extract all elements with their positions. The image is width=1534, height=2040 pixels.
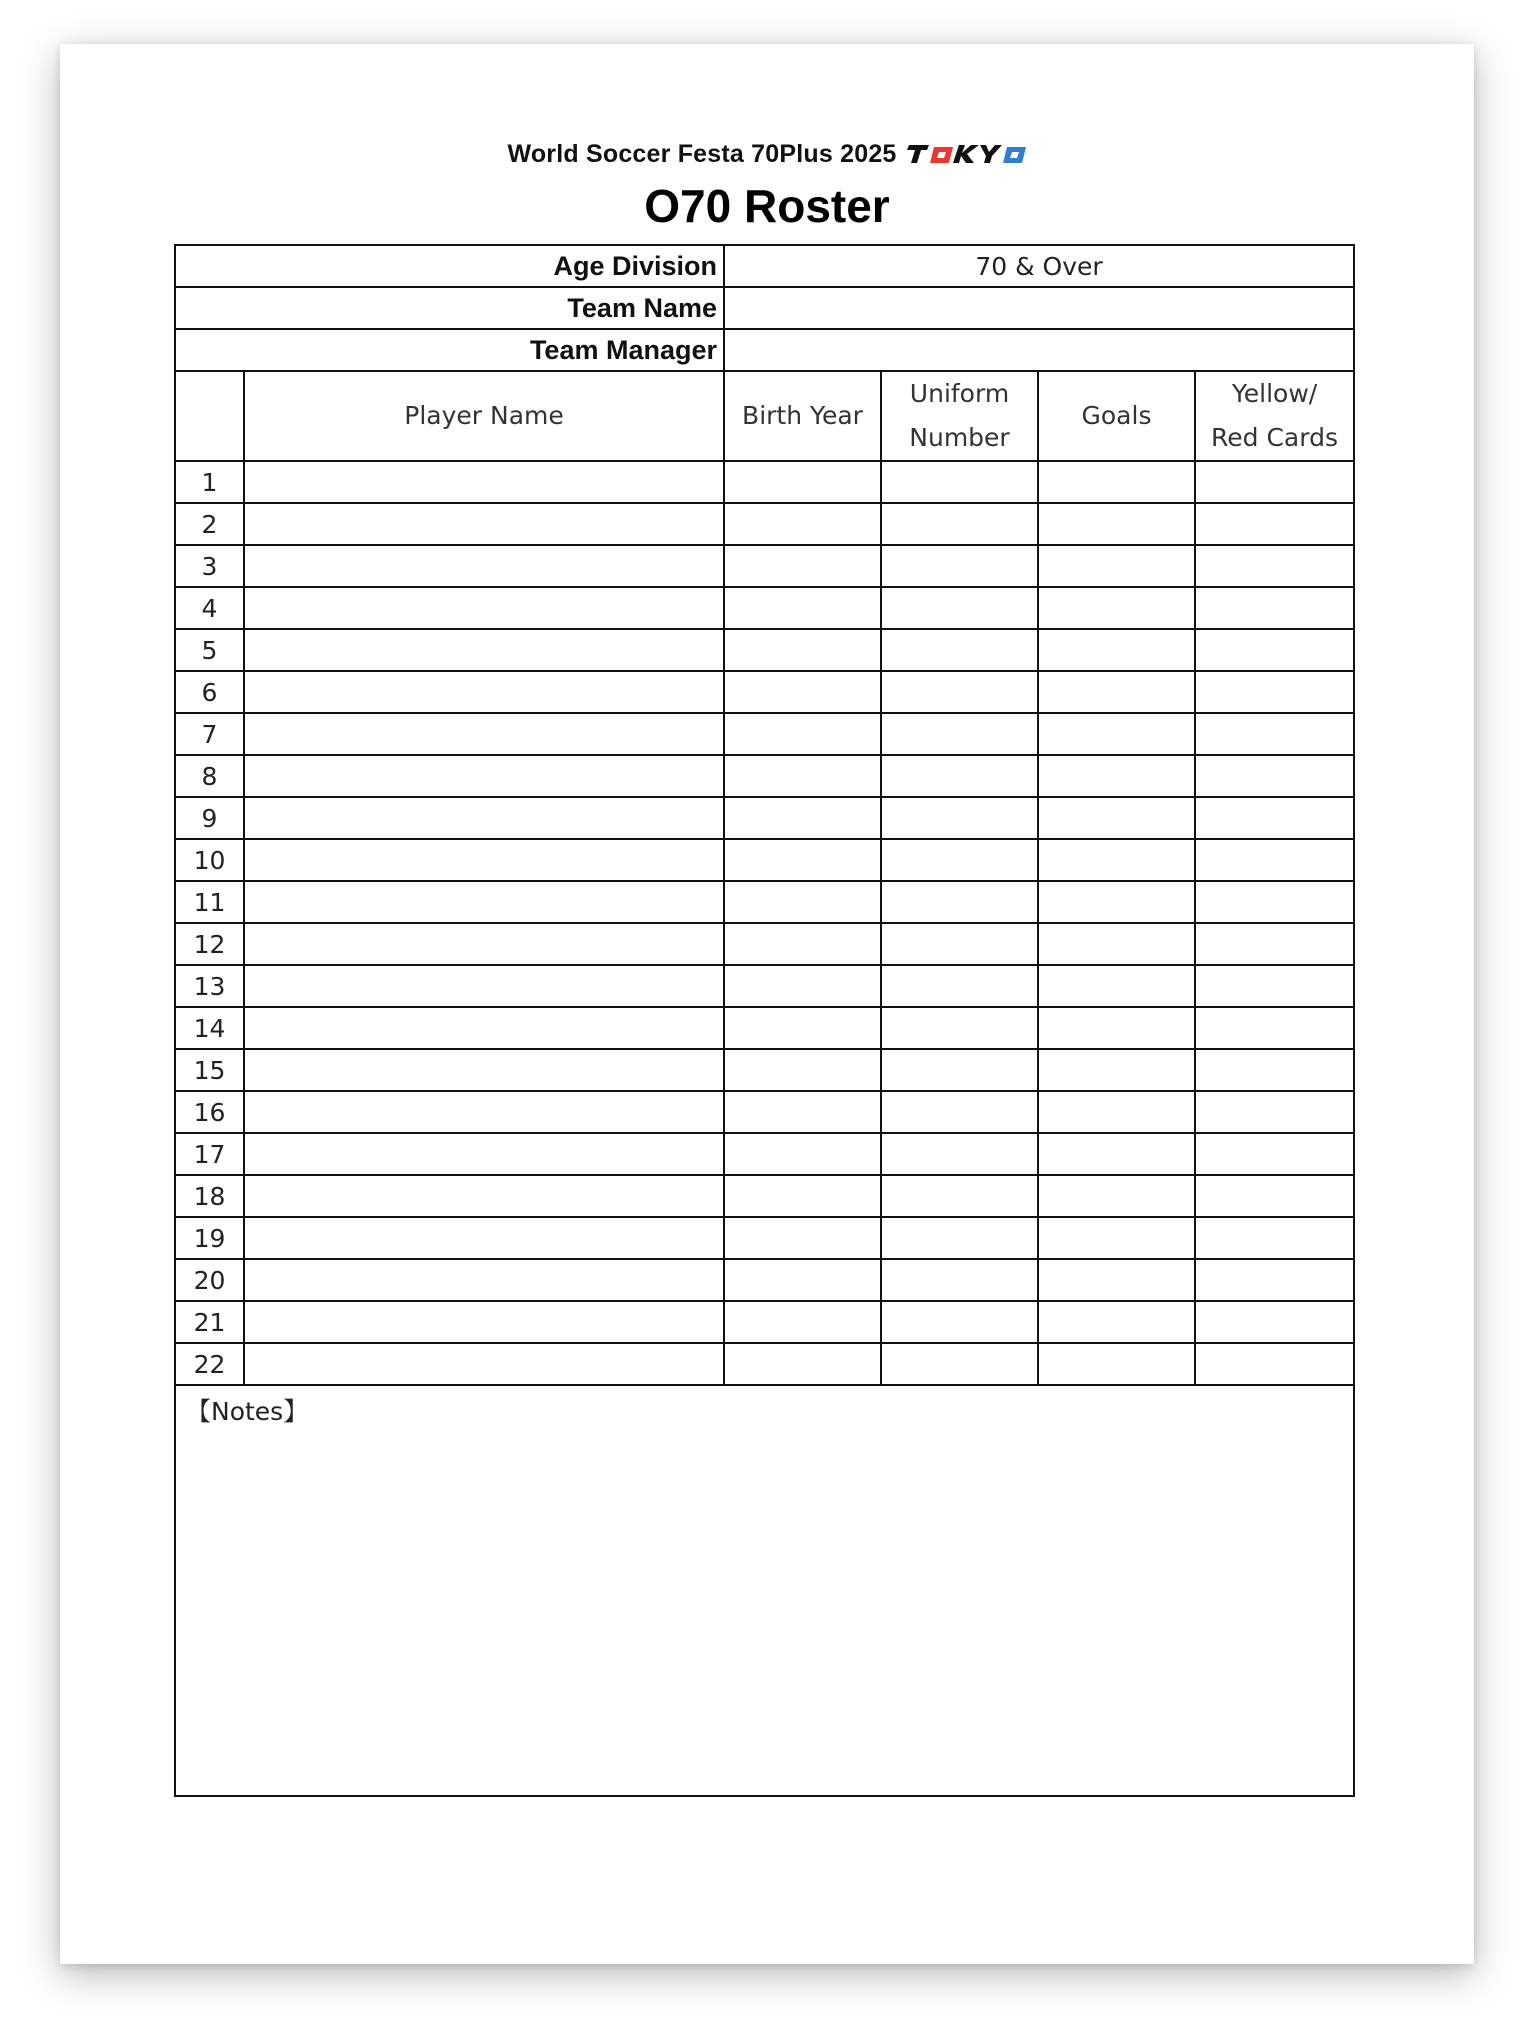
player-row-number: 10 xyxy=(175,839,244,881)
player-row-number: 19 xyxy=(175,1217,244,1259)
uniform-number-cell[interactable] xyxy=(881,839,1038,881)
goals-cell[interactable] xyxy=(1038,797,1195,839)
player-name-cell[interactable] xyxy=(244,545,724,587)
birth-year-cell[interactable] xyxy=(724,545,881,587)
player-name-cell[interactable] xyxy=(244,1175,724,1217)
birth-year-cell[interactable] xyxy=(724,1133,881,1175)
player-row xyxy=(175,1049,1354,1091)
goals-cell[interactable] xyxy=(1038,545,1195,587)
player-row-number: 17 xyxy=(175,1133,244,1175)
player-row xyxy=(175,713,1354,755)
age-division-label: Age Division xyxy=(175,245,724,287)
goals-cell[interactable] xyxy=(1038,923,1195,965)
uniform-number-cell[interactable] xyxy=(881,1049,1038,1091)
player-name-cell[interactable] xyxy=(244,1343,724,1385)
cards-cell[interactable] xyxy=(1195,587,1354,629)
cards-cell[interactable] xyxy=(1195,965,1354,1007)
cards-cell[interactable] xyxy=(1195,1175,1354,1217)
uniform-number-cell[interactable] xyxy=(881,461,1038,503)
birth-year-cell[interactable] xyxy=(724,1259,881,1301)
cards-cell[interactable] xyxy=(1195,1259,1354,1301)
cards-cell[interactable] xyxy=(1195,881,1354,923)
player-name-cell[interactable] xyxy=(244,1259,724,1301)
cards-cell[interactable] xyxy=(1195,1301,1354,1343)
player-name-cell[interactable] xyxy=(244,629,724,671)
goals-cell[interactable] xyxy=(1038,1259,1195,1301)
player-row xyxy=(175,965,1354,1007)
uniform-number-cell[interactable] xyxy=(881,1175,1038,1217)
uniform-number-cell[interactable] xyxy=(881,587,1038,629)
team-name-field[interactable] xyxy=(724,287,1354,329)
uniform-number-header-line1: Uniform xyxy=(909,379,1010,408)
cards-cell[interactable] xyxy=(1195,1133,1354,1175)
player-row-number: 2 xyxy=(175,503,244,545)
notes-label: 【Notes】 xyxy=(186,1397,309,1426)
goals-cell[interactable] xyxy=(1038,1091,1195,1133)
cards-cell[interactable] xyxy=(1195,1007,1354,1049)
goals-cell[interactable] xyxy=(1038,1343,1195,1385)
uniform-number-cell[interactable] xyxy=(881,965,1038,1007)
birth-year-cell[interactable] xyxy=(724,797,881,839)
player-row-number: 4 xyxy=(175,587,244,629)
player-name-cell[interactable] xyxy=(244,1091,724,1133)
player-row-number: 9 xyxy=(175,797,244,839)
cards-cell[interactable] xyxy=(1195,1343,1354,1385)
player-name-cell[interactable] xyxy=(244,797,724,839)
team-manager-row xyxy=(175,329,1354,371)
player-row-number: 22 xyxy=(175,1343,244,1385)
uniform-number-cell[interactable] xyxy=(881,629,1038,671)
uniform-number-cell[interactable] xyxy=(881,923,1038,965)
team-name-row xyxy=(175,287,1354,329)
player-row xyxy=(175,881,1354,923)
player-name-cell[interactable] xyxy=(244,503,724,545)
player-name-cell[interactable] xyxy=(244,713,724,755)
uniform-number-header-line2: Number xyxy=(909,423,1010,452)
birth-year-cell[interactable] xyxy=(724,629,881,671)
cards-cell[interactable] xyxy=(1195,755,1354,797)
player-row xyxy=(175,671,1354,713)
roster-page xyxy=(60,44,1474,1964)
player-name-cell[interactable] xyxy=(244,1007,724,1049)
uniform-number-cell[interactable] xyxy=(881,1343,1038,1385)
player-row xyxy=(175,1133,1354,1175)
uniform-number-header xyxy=(881,371,1038,461)
player-row xyxy=(175,545,1354,587)
birth-year-cell[interactable] xyxy=(724,881,881,923)
birth-year-cell[interactable] xyxy=(724,587,881,629)
goals-cell[interactable] xyxy=(1038,1217,1195,1259)
uniform-number-cell[interactable] xyxy=(881,881,1038,923)
goals-cell[interactable] xyxy=(1038,1175,1195,1217)
birth-year-cell[interactable] xyxy=(724,1175,881,1217)
player-row xyxy=(175,461,1354,503)
goals-cell[interactable] xyxy=(1038,671,1195,713)
player-row-number: 7 xyxy=(175,713,244,755)
cards-cell[interactable] xyxy=(1195,713,1354,755)
player-row xyxy=(175,587,1354,629)
goals-cell[interactable] xyxy=(1038,1007,1195,1049)
goals-header: Goals xyxy=(1038,371,1195,461)
birth-year-cell[interactable] xyxy=(724,1049,881,1091)
uniform-number-cell[interactable] xyxy=(881,755,1038,797)
player-row xyxy=(175,1343,1354,1385)
cards-header xyxy=(1195,371,1354,461)
birth-year-cell[interactable] xyxy=(724,1091,881,1133)
cards-cell[interactable] xyxy=(1195,839,1354,881)
player-row xyxy=(175,923,1354,965)
uniform-number-cell[interactable] xyxy=(881,671,1038,713)
cards-cell[interactable] xyxy=(1195,1049,1354,1091)
player-row-number: 6 xyxy=(175,671,244,713)
cards-cell[interactable] xyxy=(1195,545,1354,587)
uniform-number-cell[interactable] xyxy=(881,797,1038,839)
player-row-number: 3 xyxy=(175,545,244,587)
birth-year-cell[interactable] xyxy=(724,965,881,1007)
player-row-number: 5 xyxy=(175,629,244,671)
player-row-number: 11 xyxy=(175,881,244,923)
birth-year-cell[interactable] xyxy=(724,671,881,713)
player-row-number: 14 xyxy=(175,1007,244,1049)
uniform-number-cell[interactable] xyxy=(881,713,1038,755)
page-title: O70 Roster xyxy=(644,180,890,232)
birth-year-header: Birth Year xyxy=(724,371,881,461)
cards-header-line2: Red Cards xyxy=(1211,423,1338,452)
uniform-number-cell[interactable] xyxy=(881,1007,1038,1049)
goals-cell[interactable] xyxy=(1038,629,1195,671)
event-title: World Soccer Festa 70Plus 2025 xyxy=(507,139,897,168)
player-name-header: Player Name xyxy=(244,371,724,461)
player-row-number: 15 xyxy=(175,1049,244,1091)
birth-year-cell[interactable] xyxy=(724,461,881,503)
uniform-number-cell[interactable] xyxy=(881,545,1038,587)
uniform-number-cell[interactable] xyxy=(881,1301,1038,1343)
number-column-header xyxy=(175,371,244,461)
birth-year-cell[interactable] xyxy=(724,1007,881,1049)
player-rows xyxy=(175,461,1354,1385)
team-manager-label: Team Manager xyxy=(175,329,724,371)
player-row xyxy=(175,1091,1354,1133)
cards-header-line1: Yellow/ xyxy=(1231,379,1318,408)
player-row-number: 1 xyxy=(175,461,244,503)
birth-year-cell[interactable] xyxy=(724,1301,881,1343)
birth-year-cell[interactable] xyxy=(724,713,881,755)
column-header-row xyxy=(175,371,1354,461)
goals-cell[interactable] xyxy=(1038,1049,1195,1091)
notes-row xyxy=(175,1385,1354,1796)
cards-cell[interactable] xyxy=(1195,629,1354,671)
player-row-number: 12 xyxy=(175,923,244,965)
cards-cell[interactable] xyxy=(1195,923,1354,965)
player-name-cell[interactable] xyxy=(244,1217,724,1259)
birth-year-cell[interactable] xyxy=(724,923,881,965)
player-row xyxy=(175,1217,1354,1259)
cards-cell[interactable] xyxy=(1195,1217,1354,1259)
goals-cell[interactable] xyxy=(1038,713,1195,755)
player-name-cell[interactable] xyxy=(244,461,724,503)
player-row xyxy=(175,839,1354,881)
birth-year-cell[interactable] xyxy=(724,1217,881,1259)
player-row xyxy=(175,1259,1354,1301)
player-row xyxy=(175,797,1354,839)
cards-cell[interactable] xyxy=(1195,797,1354,839)
uniform-number-cell[interactable] xyxy=(881,1133,1038,1175)
cards-cell[interactable] xyxy=(1195,461,1354,503)
uniform-number-cell[interactable] xyxy=(881,1217,1038,1259)
age-division-value[interactable]: 70 & Over xyxy=(724,245,1354,287)
player-row xyxy=(175,629,1354,671)
birth-year-cell[interactable] xyxy=(724,755,881,797)
uniform-number-cell[interactable] xyxy=(881,503,1038,545)
player-name-cell[interactable] xyxy=(244,923,724,965)
tokyo-logo xyxy=(905,142,1027,166)
birth-year-cell[interactable] xyxy=(724,839,881,881)
roster-table xyxy=(174,244,1355,1797)
uniform-number-cell[interactable] xyxy=(881,1091,1038,1133)
goals-cell[interactable] xyxy=(1038,503,1195,545)
player-name-cell[interactable] xyxy=(244,1301,724,1343)
player-row xyxy=(175,1007,1354,1049)
player-row xyxy=(175,1301,1354,1343)
team-name-label: Team Name xyxy=(175,287,724,329)
team-manager-field[interactable] xyxy=(724,329,1354,371)
goals-cell[interactable] xyxy=(1038,1301,1195,1343)
player-name-cell[interactable] xyxy=(244,965,724,1007)
event-header xyxy=(60,134,1474,174)
uniform-number-cell[interactable] xyxy=(881,1259,1038,1301)
player-name-cell[interactable] xyxy=(244,587,724,629)
cards-cell[interactable] xyxy=(1195,1091,1354,1133)
player-name-cell[interactable] xyxy=(244,1049,724,1091)
notes-area[interactable] xyxy=(175,1385,1354,1796)
player-name-cell[interactable] xyxy=(244,755,724,797)
player-row xyxy=(175,1175,1354,1217)
birth-year-cell[interactable] xyxy=(724,503,881,545)
goals-cell[interactable] xyxy=(1038,965,1195,1007)
player-row-number: 8 xyxy=(175,755,244,797)
cards-cell[interactable] xyxy=(1195,671,1354,713)
player-row-number: 18 xyxy=(175,1175,244,1217)
goals-cell[interactable] xyxy=(1038,1133,1195,1175)
goals-cell[interactable] xyxy=(1038,839,1195,881)
tokyo-logo-icon xyxy=(905,143,1027,165)
birth-year-cell[interactable] xyxy=(724,1343,881,1385)
goals-cell[interactable] xyxy=(1038,587,1195,629)
cards-cell[interactable] xyxy=(1195,503,1354,545)
player-row xyxy=(175,755,1354,797)
player-row-number: 13 xyxy=(175,965,244,1007)
goals-cell[interactable] xyxy=(1038,755,1195,797)
goals-cell[interactable] xyxy=(1038,881,1195,923)
player-name-cell[interactable] xyxy=(244,839,724,881)
player-row-number: 20 xyxy=(175,1259,244,1301)
player-row xyxy=(175,503,1354,545)
age-division-row xyxy=(175,245,1354,287)
player-name-cell[interactable] xyxy=(244,1133,724,1175)
goals-cell[interactable] xyxy=(1038,461,1195,503)
player-row-number: 16 xyxy=(175,1091,244,1133)
player-row-number: 21 xyxy=(175,1301,244,1343)
player-name-cell[interactable] xyxy=(244,671,724,713)
player-name-cell[interactable] xyxy=(244,881,724,923)
